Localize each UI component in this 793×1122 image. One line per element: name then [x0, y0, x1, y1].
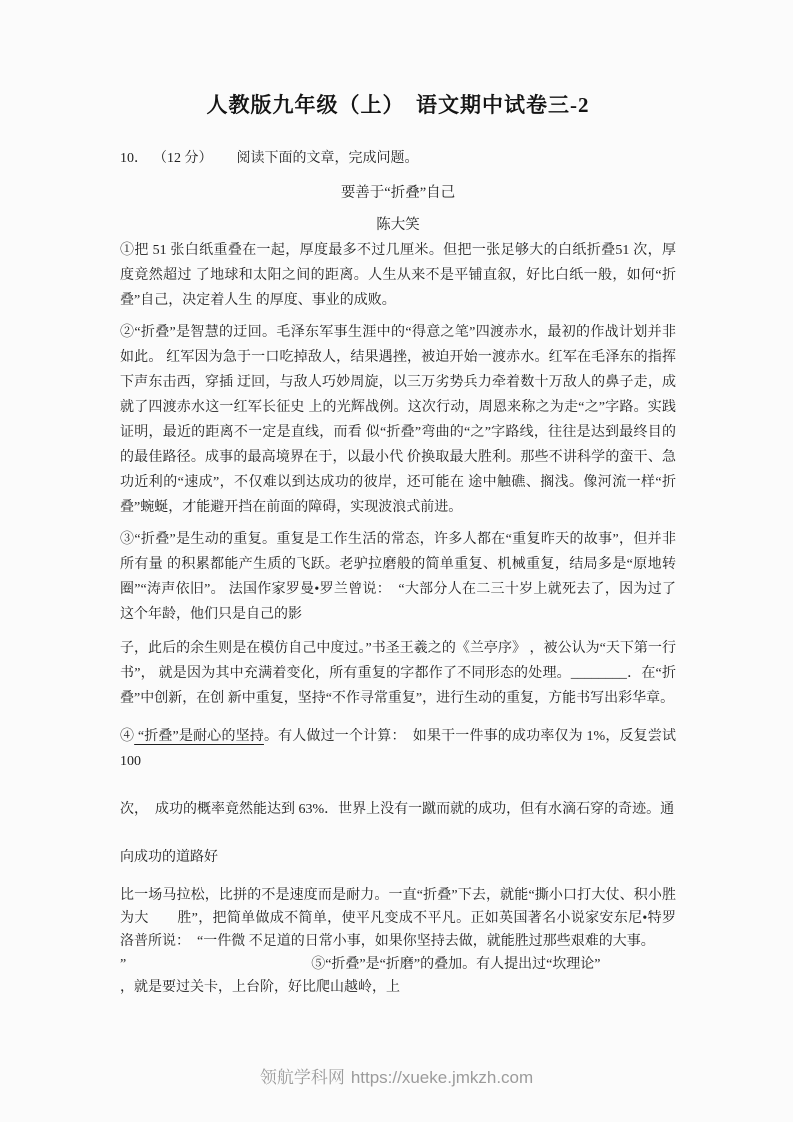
- paragraph-4-line2: 次， 成功的概率竟然能达到 63%．世界上没有一蹴而就的成功，但有水滴石穿的奇迹。通: [120, 802, 675, 817]
- paragraph-4-line1-rest: 。有人做过一个计算： 如果干一件事的成功率仅为 1%，反复尝试 100: [120, 729, 676, 769]
- inline-gap: [126, 967, 311, 968]
- paragraph-4-marker: ④: [120, 729, 135, 744]
- paragraph-3-text-before-blank: 子，此后的余生则是在模仿自己中度过。”书圣王羲之的《兰亭序》 ，被公认为“天下第一行书”， 就是因为其中充满着变化，所有重复的字都作了不同形态的处理。: [120, 641, 676, 681]
- paragraph-3-part2: [120, 636, 676, 711]
- paragraph-4-line3: 向成功的道路好: [120, 850, 218, 865]
- footer-watermark: [0, 1066, 793, 1090]
- footer-site-name: 领航学科网: [259, 1068, 345, 1087]
- footer-url: https://xueke.jmkzh.com: [350, 1068, 534, 1087]
- paragraph-4: [120, 724, 676, 870]
- fill-in-blank-line: ________: [570, 666, 627, 681]
- paragraph-2: ②“折叠”是智慧的迂回。毛泽东军事生涯中的“得意之笔”四渡赤水，最初的作战计划并非如此。 红军因为急于一口吃掉敌人，结果遇挫，被迫开始一渡赤水。红军在毛泽东的指挥下声东击西，穿插 迂回，与敌人巧妙周旋，以三万劣势兵力牵着数十万敌人的鼻子走，成就了四渡赤水这一红军长征史 上的光辉战例。这次行动，周恩来称之为走“之”字路。实践证明，最近的距离不一定是直线，而看 似“折叠”弯曲的“之”字路线，往往是达到最终目的的最佳路径。成事的最高境界在于，以最小代 价换取最大胜利。那些不讲科学的蛮干、急功近利的“速成”，不仅难以到达成功的彼岸，还可能在 途中触礁、搁浅。像河流一样“折叠”蜿蜒，才能避开挡在前面的障碍，实现波浪式前进。: [120, 325, 676, 515]
- paragraph-4-underlined-phrase: “折叠”是耐心的坚持: [134, 729, 264, 744]
- paragraph-3-text-after-blank: ．在“折叠”中创新，在创 新中重复，坚持“不作寻常重复”，进行生动的重复，方能书写出彩华章。: [120, 666, 676, 706]
- paragraph-1: ①把 51 张白纸重叠在一起，厚度最多不过几厘米。但把一张足够大的白纸折叠51 次，厚度竟然超过 了地球和太阳之间的距离。人生从来不是平铺直叙，好比白纸一般，如何“折叠”自己，决定着人生 的厚度、事业的成败。: [120, 243, 676, 308]
- paragraph-5: 比一场马拉松，比拼的不是速度而是耐力。一直“折叠”下去，就能“撕小口打大仗、积小胜为大 胜”，把简单做成不简单，使平凡变成不平凡。正如英国著名小说家安东尼•特罗洛普所说： “一件微 不足道的日常小事，如果你坚持去做，就能胜过那些艰难的大事。: [120, 888, 676, 949]
- article-title: 要善于“折叠”自己: [340, 185, 456, 201]
- paragraph-5-section5-text: ⑤“折叠”是“折磨”的叠加。有人提出过“坎理论”: [311, 957, 601, 972]
- paragraph-3-part1: ③“折叠”是生动的重复。重复是工作生活的常态，许多人都在“重复昨天的故事”，但并非所有量 的积累都能产生质的飞跃。老驴拉磨般的简单重复、机械重复，结局多是“原地转圈”“涛声依旧”。 法国作家罗曼•罗兰曾说： “大部分人在二三十岁上就死去了，因为过了这个年龄，他们只是自己的影: [120, 532, 676, 622]
- article-author: 陈大笑: [376, 217, 420, 233]
- question-number: 10．: [120, 151, 148, 166]
- paragraph-5-last-line: ，就是要过关卡，上台阶，好比爬山越岭，上: [120, 980, 400, 995]
- paragraph-4-line1: [120, 724, 676, 774]
- closing-quote: ”: [120, 957, 127, 972]
- paragraph-5-section5-line: [120, 953, 676, 976]
- paragraph-5-continuation: [120, 953, 676, 999]
- question-header: [120, 146, 676, 171]
- page-title: 人教版九年级（上） 语文期中试卷三-2: [206, 93, 590, 117]
- question-points: （12 分）: [160, 151, 213, 166]
- question-instruction: 阅读下面的文章，完成问题。: [236, 151, 419, 166]
